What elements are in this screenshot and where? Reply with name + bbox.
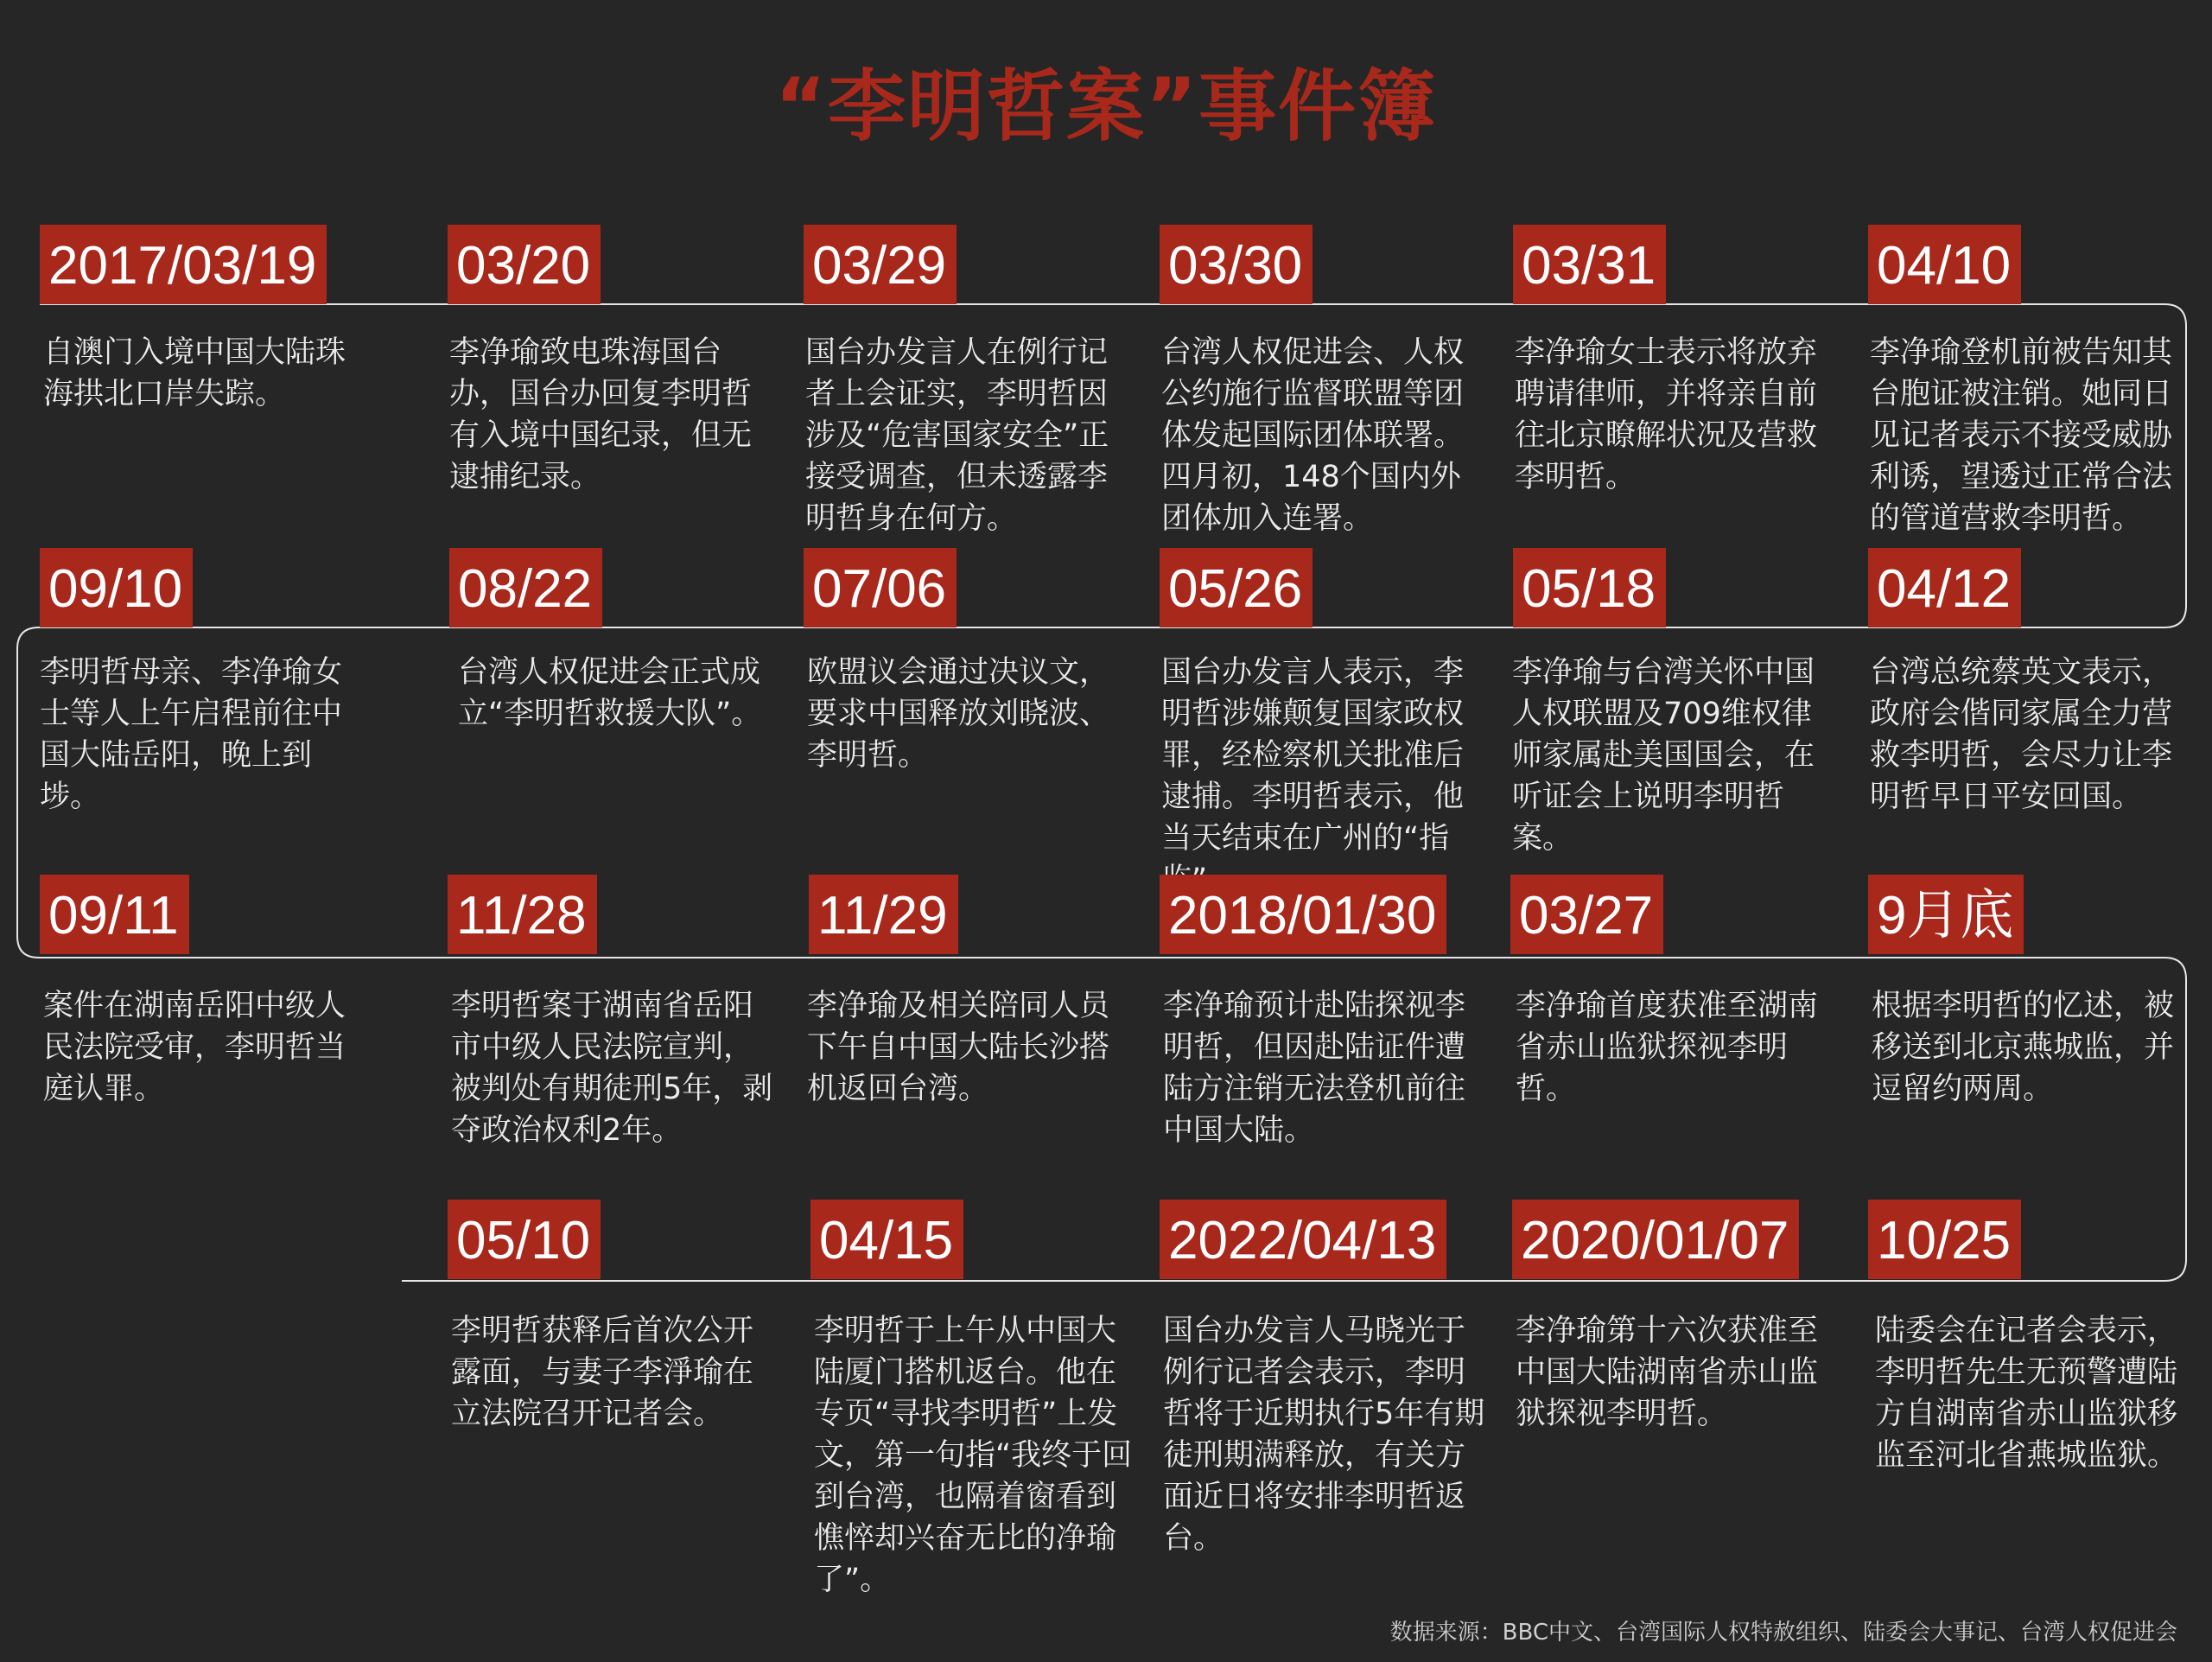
event-date-badge: 03/20: [448, 225, 601, 304]
event-date-badge: 2017/03/19: [40, 225, 327, 304]
event-description: 台湾人权促进会、人权公约施行监督联盟等团体发起国际团体联署。四月初，148个国内外团体加入连署。: [1161, 335, 1465, 536]
event-date-badge: 04/15: [810, 1200, 963, 1279]
event-description: 国台办发言人表示，李明哲涉嫌颠复国家政权罪，经检察机关批准后逮捕。李明哲表示，他当天结束在广州的“指: [1161, 655, 1465, 856]
event-date-badge: 11/29: [809, 875, 958, 954]
event-description: 自澳门入境中国大陆珠海拱北口岸失踪。: [43, 335, 346, 411]
event-description: 李净瑜第十六次获准至中国大陆湖南省赤山监狱探视李明哲。: [1516, 1314, 1819, 1431]
event-description: 李净瑜及相关陪同人员下午自中国大陆长沙搭机返回台湾。: [807, 989, 1110, 1106]
event-date-badge: 9月底: [1868, 875, 2024, 954]
event-description: 欧盟议会通过决议文，要求中国释放刘晓波、李明哲。: [807, 655, 1110, 773]
event-date-badge: 07/06: [804, 548, 957, 627]
event-date-badge: 04/10: [1868, 225, 2021, 304]
event-description: 李明哲于上午从中国大陆厦门搭机返台。他在专页“寻找李明哲”上发文，第一句指“我终于回到台湾，也隔着窗看到憔悴却兴奋无比的净瑜了”。: [814, 1314, 1133, 1597]
event-description: 国台办发言人在例行记者上会证实，李明哲因涉及“危害国家安全”正接受调查，但未透露李明哲身在何方。: [805, 335, 1109, 536]
event-description: 李明哲母亲、李净瑜女士等人上午启程前往中国大陆岳阳，晚上到埗。: [40, 655, 343, 814]
event-date-badge: 05/10: [448, 1200, 601, 1279]
event-date-badge: 2022/04/13: [1160, 1200, 1446, 1279]
event-date-badge: 11/28: [448, 875, 597, 954]
source-note: 数据来源：BBC中文、台湾国际人权特赦组织、陆委会大事记、台湾人权促进会: [1389, 1620, 2177, 1646]
event-description: 台湾人权促进会正式成立“李明哲救援大队”。: [458, 655, 762, 731]
page-title: “李明哲案”事件簿: [774, 61, 1438, 152]
event-date-badge: 09/10: [40, 548, 193, 627]
event-description: 国台办发言人马晓光于例行记者会表示，李明哲将于近期执行5年有期徒刑期满释放，有关方面近日将安排李明哲返台。: [1163, 1314, 1485, 1556]
event-description: 案件在湖南岳阳中级人民法院受审，李明哲当庭认罪。: [43, 989, 346, 1106]
event-description: 李净瑜预计赴陆探视李明哲，但因赴陆证件遭陆方注销无法登机前往中国大陆。: [1163, 989, 1466, 1148]
event-description: 李净瑜登机前被告知其台胞证被注销。她同日见记者表示不接受威胁利诱，望透过正常合法的管道营救李明哲。: [1870, 335, 2173, 536]
event-date-badge: 10/25: [1868, 1200, 2021, 1279]
event-date-badge: 2020/01/07: [1512, 1200, 1799, 1279]
event-description: 根据李明哲的忆述，被移送到北京燕城监，并逗留约两周。: [1872, 989, 2175, 1106]
event-description: 李净瑜女士表示将放弃聘请律师，并将亲自前往北京瞭解状况及营救李明哲。: [1515, 335, 1818, 494]
event-description: 李明哲获释后首次公开露面，与妻子李淨瑜在立法院召开记者会。: [451, 1314, 754, 1431]
event-description: 台湾总统蔡英文表示，政府会偕同家属全力营救李明哲，会尽力让李明哲早日平安回国。: [1870, 655, 2173, 814]
event-description: 李净瑜首度获准至湖南省赤山监狱探视李明哲。: [1516, 989, 1819, 1106]
event-date-badge: 03/30: [1160, 225, 1313, 304]
event-date-badge: 04/12: [1868, 548, 2021, 627]
event-date-badge: 03/27: [1510, 875, 1663, 954]
event-description: 陆委会在记者会表示，李明哲先生无预警遭陆方自湖南省赤山监狱移监至河北省燕城监狱。: [1875, 1314, 2178, 1473]
event-date-badge: 05/26: [1160, 548, 1313, 627]
event-date-badge: 2018/01/30: [1160, 875, 1446, 954]
event-date-badge: 03/29: [804, 225, 957, 304]
event-date-badge: 08/22: [449, 548, 602, 627]
event-date-badge: 03/31: [1513, 225, 1666, 304]
event-description: 李明哲案于湖南省岳阳市中级人民法院宣判，被判处有期徒刑5年，剥夺政治权利2年。: [451, 989, 773, 1148]
event-description: 李净瑜致电珠海国台办，国台办回复李明哲有入境中国纪录，但无逮捕纪录。: [449, 335, 753, 494]
event-description: 李净瑜与台湾关怀中国人权联盟及709维权律师家属赴美国国会，在听证会上说明李明哲案。: [1512, 655, 1815, 856]
event-date-badge: 05/18: [1513, 548, 1666, 627]
event-date-badge: 09/11: [40, 875, 189, 954]
